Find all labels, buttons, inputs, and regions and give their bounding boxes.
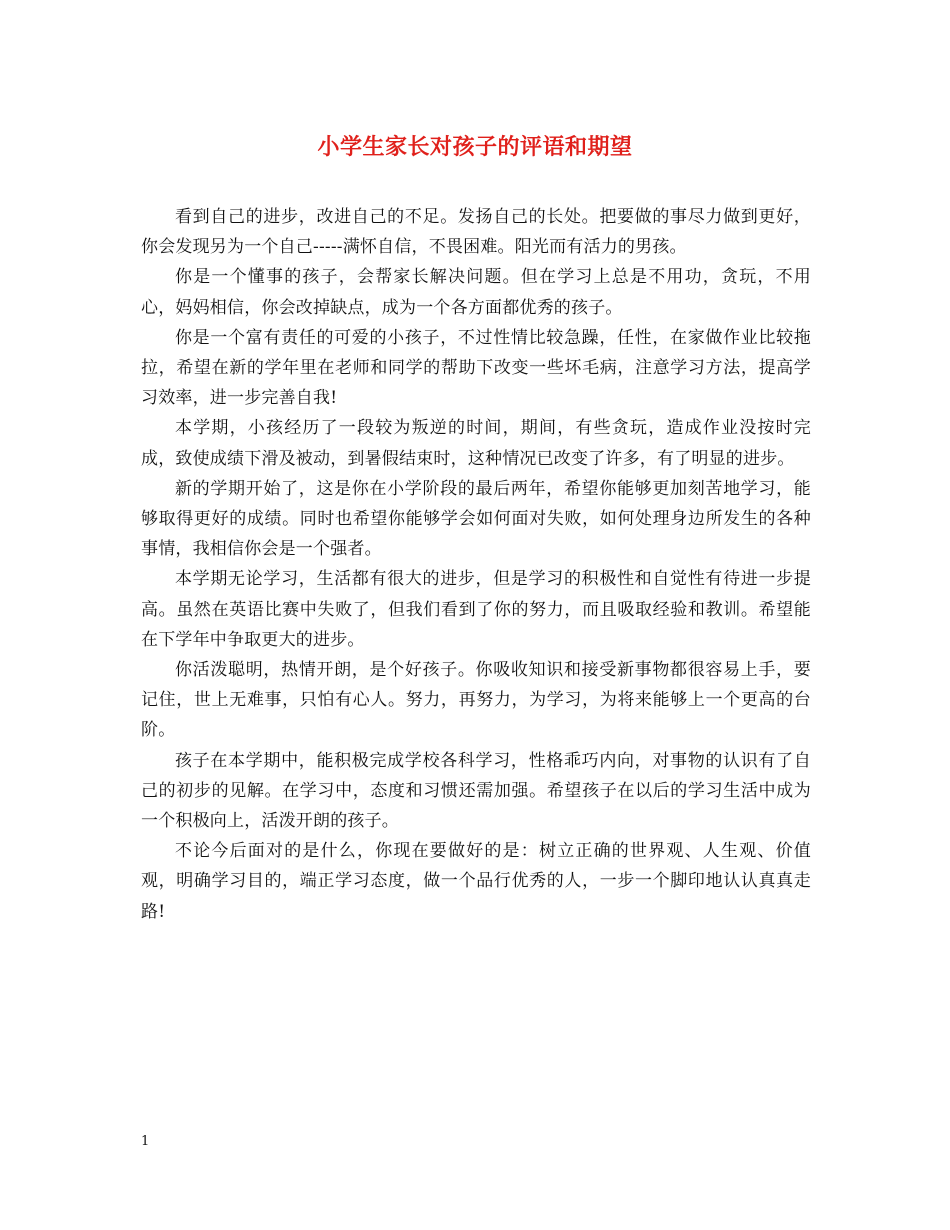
- paragraph: 本学期无论学习，生活都有很大的进步，但是学习的积极性和自觉性有待进一步提高。虽然在英语比赛中失败了，但我们看到了你的努力，而且吸取经验和教训。希望能在下学年中争取更大的进步。: [141, 569, 811, 650]
- paragraph: 你活泼聪明，热情开朗，是个好孩子。你吸收知识和接受新事物都很容易上手，要记住，世上无难事，只怕有心人。努力，再努力，为学习，为将来能够上一个更高的台阶。: [141, 660, 811, 741]
- paragraph: 你是一个富有责任的可爱的小孩子，不过性情比较急躁，任性，在家做作业比较拖拉，希望在新的学年里在老师和同学的帮助下改变一些坏毛病，注意学习方法，提高学习效率，进一步完善自我!: [141, 327, 811, 409]
- paragraph: 你是一个懂事的孩子，会帮家长解决问题。但在学习上总是不用功，贪玩，不用心，妈妈相信，你会改掉缺点，成为一个各方面都优秀的孩子。: [141, 267, 811, 318]
- paragraph: 本学期，小孩经历了一段较为叛逆的时间，期间，有些贪玩，造成作业没按时完成，致使成绩下滑及被动，到暑假结束时，这种情况已改变了许多，有了明显的进步。: [141, 418, 811, 469]
- paragraph: 不论今后面对的是什么，你现在要做好的是：树立正确的世界观、人生观、价值观，明确学习目的，端正学习态度，做一个品行优秀的人，一步一个脚印地认认真真走路!: [141, 841, 811, 922]
- document-title: 小学生家长对孩子的评语和期望: [317, 134, 633, 160]
- paragraph: 孩子在本学期中，能积极完成学校各科学习，性格乖巧内向，对事物的认识有了自己的初步的见解。在学习中，态度和习惯还需加强。希望孩子在以后的学习生活中成为一个积极向上，活泼开朗的孩子。: [141, 750, 811, 832]
- page-number: 1: [141, 1134, 150, 1149]
- paragraph: 看到自己的进步，改进自己的不足。发扬自己的长处。把要做的事尽力做到更好，你会发现另为一个自己-----满怀自信，不畏困难。阳光而有活力的男孩。: [141, 207, 811, 258]
- paragraph: 新的学期开始了，这是你在小学阶段的最后两年，希望你能够更加刻苦地学习，能够取得更好的成绩。同时也希望你能够学会如何面对失败，如何处理身边所发生的各种事情，我相信你会是一个强者。: [141, 478, 811, 560]
- document-body: [141, 202, 811, 927]
